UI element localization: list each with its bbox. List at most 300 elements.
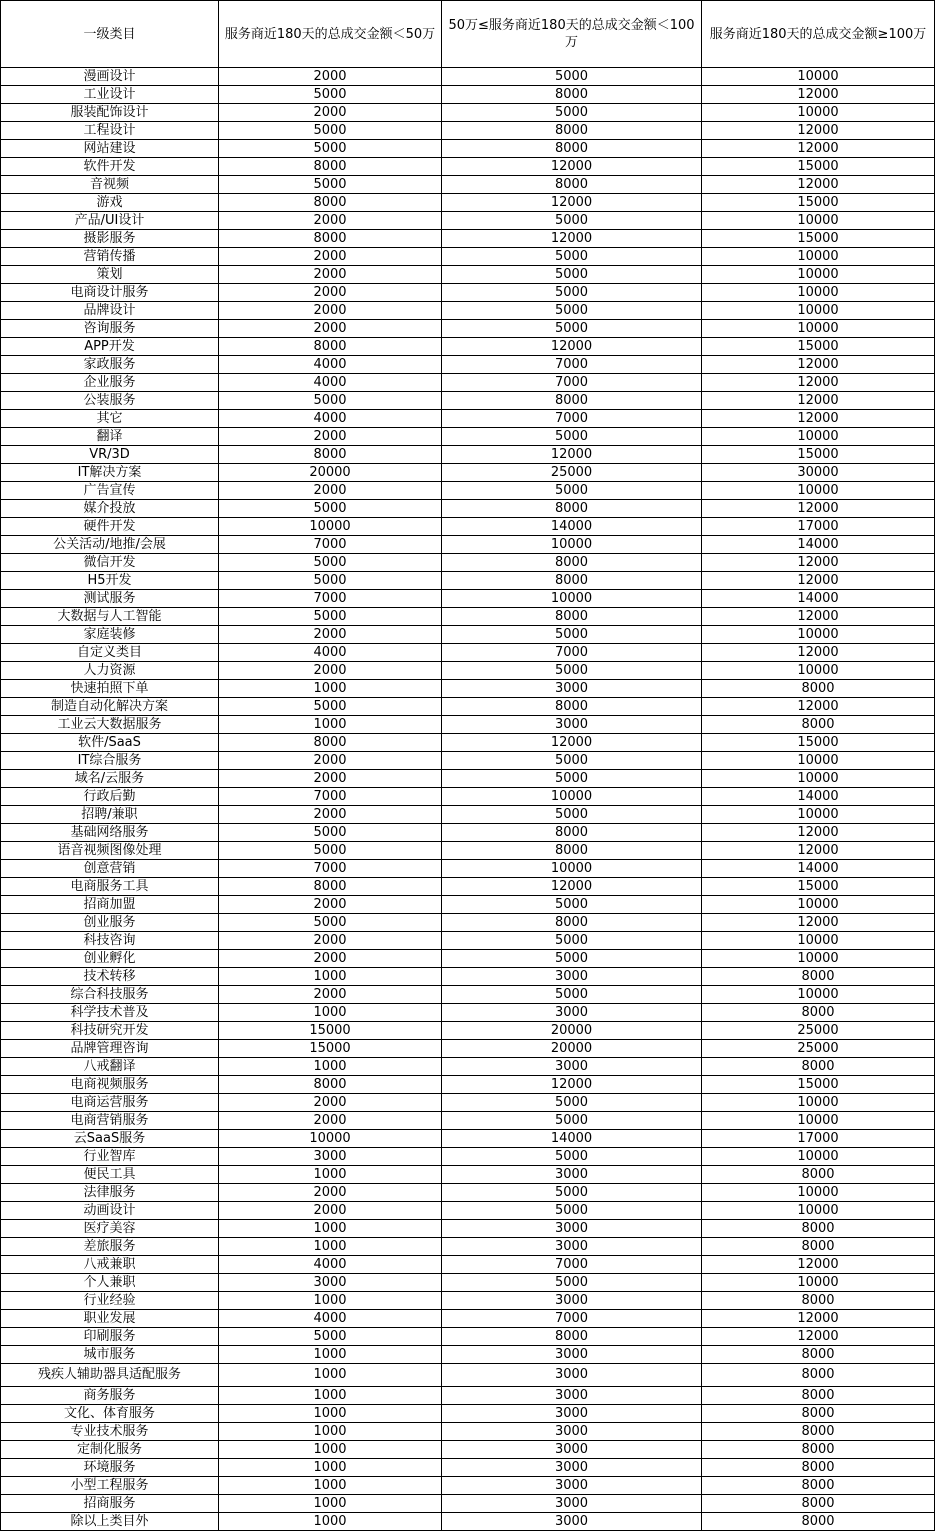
tier1-amount-cell: 2000 (219, 104, 442, 122)
tier2-amount-cell: 8000 (442, 392, 702, 410)
table-row (1, 788, 935, 806)
tier3-amount-cell: 8000 (702, 680, 935, 698)
category-cell: 策划 (1, 266, 219, 284)
table-row (1, 914, 935, 932)
table-row (1, 1441, 935, 1459)
tier3-amount-cell: 8000 (702, 1441, 935, 1459)
category-cell: 科学技术普及 (1, 1004, 219, 1022)
tier3-amount-cell: 12000 (702, 824, 935, 842)
category-cell: 商务服务 (1, 1387, 219, 1405)
tier2-amount-cell: 3000 (442, 1220, 702, 1238)
tier2-amount-cell: 12000 (442, 338, 702, 356)
tier1-amount-cell: 15000 (219, 1040, 442, 1058)
tier3-amount-cell: 10000 (702, 1202, 935, 1220)
tier1-amount-cell: 4000 (219, 1310, 442, 1328)
tier1-amount-cell: 2000 (219, 1202, 442, 1220)
table-row (1, 1112, 935, 1130)
category-cell: 营销传播 (1, 248, 219, 266)
table-row (1, 1292, 935, 1310)
tier1-amount-cell: 1000 (219, 1292, 442, 1310)
tier1-amount-cell: 8000 (219, 878, 442, 896)
tier1-amount-cell: 1000 (219, 1513, 442, 1531)
tier1-amount-cell: 3000 (219, 1274, 442, 1292)
tier3-amount-cell: 10000 (702, 950, 935, 968)
tier3-amount-cell: 10000 (702, 752, 935, 770)
category-cell: 产品/UI设计 (1, 212, 219, 230)
tier2-amount-cell: 3000 (442, 1441, 702, 1459)
tier1-amount-cell: 10000 (219, 518, 442, 536)
tier2-amount-cell: 3000 (442, 1058, 702, 1076)
table-row (1, 212, 935, 230)
tier3-amount-cell: 14000 (702, 860, 935, 878)
tier1-amount-cell: 2000 (219, 212, 442, 230)
category-cell: 基础网络服务 (1, 824, 219, 842)
category-cell: 语音视频图像处理 (1, 842, 219, 860)
table-row (1, 230, 935, 248)
tier2-amount-cell: 8000 (442, 1328, 702, 1346)
tier3-amount-cell: 8000 (702, 1495, 935, 1513)
tier2-amount-cell: 5000 (442, 266, 702, 284)
table-row (1, 392, 935, 410)
category-cell: 个人兼职 (1, 1274, 219, 1292)
tier3-amount-cell: 10000 (702, 248, 935, 266)
tier3-amount-cell: 10000 (702, 1274, 935, 1292)
tier2-amount-cell: 7000 (442, 1256, 702, 1274)
tier3-amount-cell: 10000 (702, 104, 935, 122)
tier2-amount-cell: 8000 (442, 572, 702, 590)
tier3-amount-cell: 10000 (702, 986, 935, 1004)
tier1-amount-cell: 2000 (219, 320, 442, 338)
category-cell: 家政服务 (1, 356, 219, 374)
tier3-amount-cell: 8000 (702, 1459, 935, 1477)
tier3-amount-cell: 10000 (702, 68, 935, 86)
tier2-amount-cell: 8000 (442, 914, 702, 932)
category-cell: 电商营销服务 (1, 1112, 219, 1130)
category-cell: 游戏 (1, 194, 219, 212)
tier1-amount-cell: 7000 (219, 536, 442, 554)
table-row (1, 1423, 935, 1441)
tier1-amount-cell: 1000 (219, 716, 442, 734)
tier3-amount-cell: 8000 (702, 1166, 935, 1184)
category-cell: 科技研究开发 (1, 1022, 219, 1040)
category-cell: 公关活动/地推/会展 (1, 536, 219, 554)
tier2-amount-cell: 8000 (442, 698, 702, 716)
table-row (1, 1166, 935, 1184)
tier2-amount-cell: 8000 (442, 176, 702, 194)
table-row (1, 1513, 935, 1531)
table-row (1, 590, 935, 608)
table-row (1, 680, 935, 698)
header-tier-above-100w: 服务商近180天的总成交金额≥100万 (702, 1, 935, 68)
tier2-amount-cell: 3000 (442, 1513, 702, 1531)
tier1-amount-cell: 5000 (219, 392, 442, 410)
tier1-amount-cell: 2000 (219, 68, 442, 86)
tier1-amount-cell: 5000 (219, 914, 442, 932)
table-row (1, 950, 935, 968)
tier3-amount-cell: 8000 (702, 1220, 935, 1238)
tier3-amount-cell: 12000 (702, 374, 935, 392)
table-row (1, 1364, 935, 1387)
tier1-amount-cell: 1000 (219, 1495, 442, 1513)
category-cell: 专业技术服务 (1, 1423, 219, 1441)
tier2-amount-cell: 5000 (442, 1112, 702, 1130)
tier1-amount-cell: 8000 (219, 230, 442, 248)
tier3-amount-cell: 10000 (702, 932, 935, 950)
tier2-amount-cell: 5000 (442, 68, 702, 86)
table-row (1, 662, 935, 680)
table-row (1, 716, 935, 734)
tier3-amount-cell: 12000 (702, 698, 935, 716)
category-cell: 工程设计 (1, 122, 219, 140)
tier1-amount-cell: 4000 (219, 644, 442, 662)
tier3-amount-cell: 10000 (702, 626, 935, 644)
tier1-amount-cell: 10000 (219, 1130, 442, 1148)
table-row (1, 158, 935, 176)
tier1-amount-cell: 2000 (219, 482, 442, 500)
table-row (1, 860, 935, 878)
tier3-amount-cell: 8000 (702, 1423, 935, 1441)
tier1-amount-cell: 7000 (219, 860, 442, 878)
table-row (1, 1184, 935, 1202)
table-body (1, 68, 935, 1531)
tier1-amount-cell: 1000 (219, 1238, 442, 1256)
tier2-amount-cell: 5000 (442, 932, 702, 950)
table-row (1, 572, 935, 590)
table-row (1, 356, 935, 374)
category-cell: 招聘/兼职 (1, 806, 219, 824)
table-row (1, 1405, 935, 1423)
table-row (1, 1202, 935, 1220)
category-cell: 软件开发 (1, 158, 219, 176)
tier1-amount-cell: 1000 (219, 1220, 442, 1238)
table-row (1, 1274, 935, 1292)
tier1-amount-cell: 8000 (219, 158, 442, 176)
tier1-amount-cell: 5000 (219, 500, 442, 518)
tier2-amount-cell: 25000 (442, 464, 702, 482)
tier2-amount-cell: 5000 (442, 950, 702, 968)
tier3-amount-cell: 15000 (702, 878, 935, 896)
table-row (1, 1459, 935, 1477)
tier2-amount-cell: 5000 (442, 1202, 702, 1220)
table-row (1, 932, 935, 950)
tier3-amount-cell: 8000 (702, 1513, 935, 1531)
category-cell: 八戒兼职 (1, 1256, 219, 1274)
tier1-amount-cell: 15000 (219, 1022, 442, 1040)
tier3-amount-cell: 12000 (702, 644, 935, 662)
tier1-amount-cell: 1000 (219, 1441, 442, 1459)
tier3-amount-cell: 10000 (702, 266, 935, 284)
tier2-amount-cell: 7000 (442, 644, 702, 662)
category-cell: 行政后勤 (1, 788, 219, 806)
tier2-amount-cell: 5000 (442, 896, 702, 914)
tier2-amount-cell: 5000 (442, 302, 702, 320)
tier1-amount-cell: 1000 (219, 1405, 442, 1423)
tier2-amount-cell: 3000 (442, 716, 702, 734)
table-row (1, 1220, 935, 1238)
tier3-amount-cell: 8000 (702, 716, 935, 734)
tier2-amount-cell: 5000 (442, 428, 702, 446)
tier3-amount-cell: 12000 (702, 1256, 935, 1274)
tier3-amount-cell: 8000 (702, 1477, 935, 1495)
category-cell: 创业孵化 (1, 950, 219, 968)
tier1-amount-cell: 1000 (219, 1459, 442, 1477)
category-cell: 软件/SaaS (1, 734, 219, 752)
tier2-amount-cell: 12000 (442, 194, 702, 212)
tier2-amount-cell: 5000 (442, 626, 702, 644)
tier3-amount-cell: 14000 (702, 788, 935, 806)
tier3-amount-cell: 8000 (702, 1292, 935, 1310)
tier3-amount-cell: 15000 (702, 446, 935, 464)
tier1-amount-cell: 1000 (219, 680, 442, 698)
tier2-amount-cell: 5000 (442, 212, 702, 230)
tier2-amount-cell: 14000 (442, 518, 702, 536)
category-cell: 漫画设计 (1, 68, 219, 86)
tier2-amount-cell: 3000 (442, 1346, 702, 1364)
table-row (1, 968, 935, 986)
table-row (1, 1094, 935, 1112)
tier1-amount-cell: 2000 (219, 1112, 442, 1130)
tier1-amount-cell: 1000 (219, 1423, 442, 1441)
category-cell: 工业设计 (1, 86, 219, 104)
tier3-amount-cell: 10000 (702, 428, 935, 446)
tier3-amount-cell: 8000 (702, 1058, 935, 1076)
category-cell: IT解决方案 (1, 464, 219, 482)
tier1-amount-cell: 7000 (219, 590, 442, 608)
tier3-amount-cell: 12000 (702, 122, 935, 140)
tier3-amount-cell: 12000 (702, 500, 935, 518)
tier2-amount-cell: 3000 (442, 1238, 702, 1256)
table-row (1, 104, 935, 122)
table-row (1, 374, 935, 392)
tier1-amount-cell: 2000 (219, 896, 442, 914)
table-row (1, 320, 935, 338)
tier2-amount-cell: 3000 (442, 1166, 702, 1184)
tier1-amount-cell: 2000 (219, 752, 442, 770)
tier1-amount-cell: 2000 (219, 302, 442, 320)
category-cell: 硬件开发 (1, 518, 219, 536)
table-row (1, 842, 935, 860)
tier3-amount-cell: 15000 (702, 1076, 935, 1094)
table-row (1, 1004, 935, 1022)
table-row (1, 194, 935, 212)
table-row (1, 464, 935, 482)
table-row (1, 1058, 935, 1076)
category-cell: 翻译 (1, 428, 219, 446)
tier1-amount-cell: 5000 (219, 824, 442, 842)
category-cell: 便民工具 (1, 1166, 219, 1184)
tier1-amount-cell: 2000 (219, 950, 442, 968)
tier1-amount-cell: 2000 (219, 932, 442, 950)
table-row (1, 176, 935, 194)
tier1-amount-cell: 1000 (219, 1346, 442, 1364)
category-cell: 技术转移 (1, 968, 219, 986)
tier1-amount-cell: 5000 (219, 554, 442, 572)
tier3-amount-cell: 12000 (702, 1328, 935, 1346)
tier3-amount-cell: 15000 (702, 734, 935, 752)
category-cell: 创业服务 (1, 914, 219, 932)
tier1-amount-cell: 1000 (219, 1058, 442, 1076)
tier1-amount-cell: 5000 (219, 122, 442, 140)
tier3-amount-cell: 10000 (702, 212, 935, 230)
tier2-amount-cell: 3000 (442, 1387, 702, 1405)
tier2-amount-cell: 3000 (442, 1004, 702, 1022)
category-cell: 品牌设计 (1, 302, 219, 320)
table-row (1, 698, 935, 716)
category-cell: 小型工程服务 (1, 1477, 219, 1495)
tier2-amount-cell: 3000 (442, 1292, 702, 1310)
tier2-amount-cell: 5000 (442, 1184, 702, 1202)
category-cell: 制造自动化解决方案 (1, 698, 219, 716)
category-cell: 招商服务 (1, 1495, 219, 1513)
tier3-amount-cell: 25000 (702, 1040, 935, 1058)
tier3-amount-cell: 15000 (702, 158, 935, 176)
tier2-amount-cell: 12000 (442, 158, 702, 176)
tier2-amount-cell: 8000 (442, 86, 702, 104)
tier1-amount-cell: 8000 (219, 194, 442, 212)
category-cell: 除以上类目外 (1, 1513, 219, 1531)
category-cell: 职业发展 (1, 1310, 219, 1328)
table-row (1, 878, 935, 896)
tier2-amount-cell: 12000 (442, 1076, 702, 1094)
category-cell: 定制化服务 (1, 1441, 219, 1459)
tier1-amount-cell: 1000 (219, 1477, 442, 1495)
category-cell: 云SaaS服务 (1, 1130, 219, 1148)
tier2-amount-cell: 8000 (442, 140, 702, 158)
tier1-amount-cell: 2000 (219, 662, 442, 680)
category-cell: 媒介投放 (1, 500, 219, 518)
category-cell: 公装服务 (1, 392, 219, 410)
category-cell: 自定义类目 (1, 644, 219, 662)
tier2-amount-cell: 12000 (442, 878, 702, 896)
tier2-amount-cell: 3000 (442, 1423, 702, 1441)
category-cell: 域名/云服务 (1, 770, 219, 788)
category-cell: 网站建设 (1, 140, 219, 158)
tier3-amount-cell: 10000 (702, 284, 935, 302)
table-row (1, 482, 935, 500)
tier1-amount-cell: 5000 (219, 140, 442, 158)
tier1-amount-cell: 1000 (219, 1364, 442, 1387)
category-cell: 创意营销 (1, 860, 219, 878)
tier3-amount-cell: 10000 (702, 1112, 935, 1130)
category-cell: 科技咨询 (1, 932, 219, 950)
category-cell: 法律服务 (1, 1184, 219, 1202)
table-row (1, 1022, 935, 1040)
table-row (1, 410, 935, 428)
table-row (1, 1495, 935, 1513)
tier2-amount-cell: 5000 (442, 1094, 702, 1112)
table-row (1, 536, 935, 554)
tier2-amount-cell: 5000 (442, 320, 702, 338)
tier2-amount-cell: 5000 (442, 1148, 702, 1166)
table-row (1, 1238, 935, 1256)
tier2-amount-cell: 5000 (442, 284, 702, 302)
tier3-amount-cell: 8000 (702, 1004, 935, 1022)
table-row (1, 626, 935, 644)
header-row (1, 1, 935, 68)
category-cell: 微信开发 (1, 554, 219, 572)
tier1-amount-cell: 8000 (219, 338, 442, 356)
tier2-amount-cell: 5000 (442, 1274, 702, 1292)
table-row (1, 824, 935, 842)
tier2-amount-cell: 5000 (442, 770, 702, 788)
tier1-amount-cell: 4000 (219, 374, 442, 392)
tier3-amount-cell: 8000 (702, 1238, 935, 1256)
tier2-amount-cell: 8000 (442, 500, 702, 518)
tier3-amount-cell: 10000 (702, 302, 935, 320)
category-cell: 综合科技服务 (1, 986, 219, 1004)
tier3-amount-cell: 10000 (702, 1148, 935, 1166)
tier3-amount-cell: 12000 (702, 842, 935, 860)
tier3-amount-cell: 12000 (702, 914, 935, 932)
tier3-amount-cell: 12000 (702, 176, 935, 194)
category-cell: 其它 (1, 410, 219, 428)
tier1-amount-cell: 20000 (219, 464, 442, 482)
tier1-amount-cell: 1000 (219, 1004, 442, 1022)
tier2-amount-cell: 10000 (442, 788, 702, 806)
tier2-amount-cell: 8000 (442, 554, 702, 572)
category-cell: 差旅服务 (1, 1238, 219, 1256)
tier2-amount-cell: 3000 (442, 680, 702, 698)
tier1-amount-cell: 4000 (219, 1256, 442, 1274)
table-row (1, 1387, 935, 1405)
tier2-amount-cell: 5000 (442, 104, 702, 122)
table-row (1, 608, 935, 626)
tier3-amount-cell: 12000 (702, 410, 935, 428)
category-cell: 电商运营服务 (1, 1094, 219, 1112)
category-cell: 招商加盟 (1, 896, 219, 914)
tier2-amount-cell: 3000 (442, 1495, 702, 1513)
category-cell: 人力资源 (1, 662, 219, 680)
tier3-amount-cell: 17000 (702, 1130, 935, 1148)
category-cell: 环境服务 (1, 1459, 219, 1477)
table-row (1, 806, 935, 824)
table-row (1, 1328, 935, 1346)
header-tier-below-50w: 服务商近180天的总成交金额＜50万 (219, 1, 442, 68)
tier3-amount-cell: 8000 (702, 968, 935, 986)
category-cell: 电商设计服务 (1, 284, 219, 302)
tier3-amount-cell: 10000 (702, 770, 935, 788)
table-row (1, 428, 935, 446)
tier3-amount-cell: 12000 (702, 356, 935, 374)
tier1-amount-cell: 5000 (219, 572, 442, 590)
tier1-amount-cell: 8000 (219, 734, 442, 752)
tier3-amount-cell: 17000 (702, 518, 935, 536)
tier3-amount-cell: 10000 (702, 320, 935, 338)
tier1-amount-cell: 5000 (219, 842, 442, 860)
category-cell: 电商服务工具 (1, 878, 219, 896)
tier1-amount-cell: 3000 (219, 1148, 442, 1166)
tier1-amount-cell: 2000 (219, 806, 442, 824)
tier1-amount-cell: 5000 (219, 698, 442, 716)
table-row (1, 446, 935, 464)
category-cell: APP开发 (1, 338, 219, 356)
tier3-amount-cell: 10000 (702, 1094, 935, 1112)
table-row (1, 770, 935, 788)
category-cell: VR/3D (1, 446, 219, 464)
header-tier-50w-100w: 50万≤服务商近180天的总成交金额＜100万 (442, 1, 702, 68)
tier2-amount-cell: 3000 (442, 1459, 702, 1477)
tier2-amount-cell: 14000 (442, 1130, 702, 1148)
tier3-amount-cell: 12000 (702, 572, 935, 590)
tier2-amount-cell: 3000 (442, 1364, 702, 1387)
tier1-amount-cell: 2000 (219, 1184, 442, 1202)
table-row (1, 1256, 935, 1274)
tier1-amount-cell: 5000 (219, 176, 442, 194)
tier1-amount-cell: 4000 (219, 410, 442, 428)
tier2-amount-cell: 5000 (442, 752, 702, 770)
table-row (1, 644, 935, 662)
table-row (1, 284, 935, 302)
